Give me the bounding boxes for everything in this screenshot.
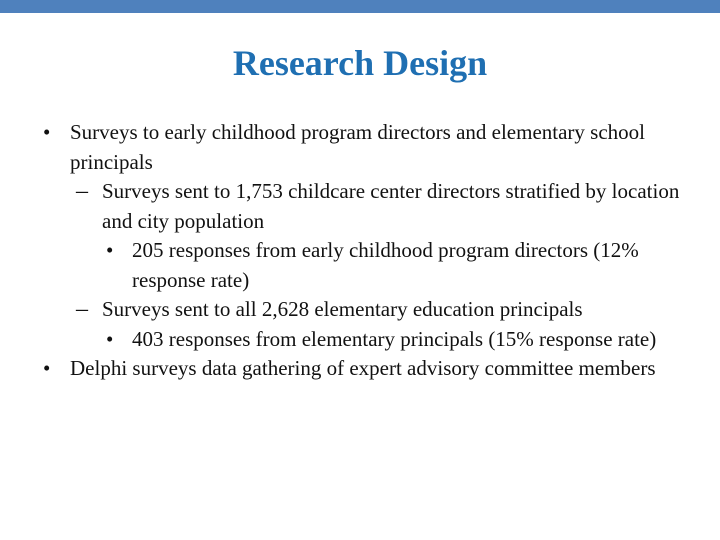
slide-title: Research Design: [232, 43, 488, 83]
bullet-list: [0, 118, 720, 384]
sub-bullet-childcare-surveys: [0, 177, 720, 236]
bullet-item-surveys: [0, 118, 720, 177]
sub-bullet-text: Surveys sent to 1,753 childcare center directors stratified by location and city population: [102, 179, 680, 233]
sub-sub-bullet-childcare-responses: [0, 236, 720, 295]
dash-marker: –: [76, 178, 88, 204]
bullet-marker: •: [43, 120, 51, 144]
bullet-marker: •: [43, 356, 51, 380]
sub-sub-bullet-principal-responses: [0, 325, 720, 355]
sub-sub-bullet-text: 403 responses from elementary principals (15% response rate): [132, 326, 657, 351]
dash-marker: –: [76, 296, 88, 322]
bullet-item-delphi: [0, 354, 720, 384]
sub-bullet-principal-surveys: [0, 295, 720, 325]
sub-bullet-text: Surveys sent to all 2,628 elementary education principals: [102, 297, 583, 321]
sub-sub-bullet-text: 205 responses from early childhood program directors (12% response rate): [132, 238, 639, 292]
bullet-marker: •: [106, 326, 114, 351]
bullet-text: Delphi surveys data gathering of expert advisory committee members: [70, 356, 656, 380]
bullet-marker: •: [106, 238, 114, 262]
bullet-text: Surveys to early childhood program directors and elementary school principals: [70, 120, 645, 174]
top-accent-bar: [0, 0, 720, 13]
